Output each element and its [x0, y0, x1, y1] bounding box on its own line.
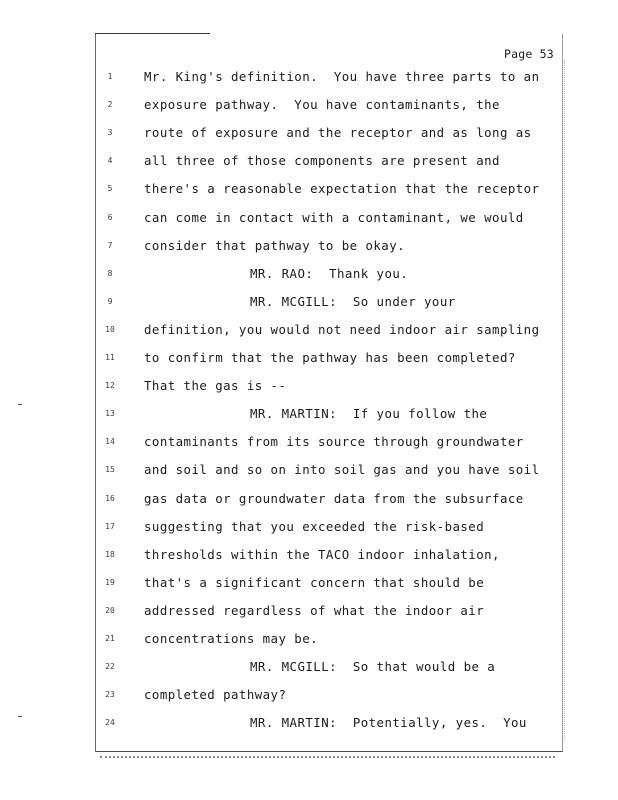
transcript-line: completed pathway? [144, 687, 287, 703]
transcript-line: suggesting that you exceeded the risk-based [144, 518, 485, 534]
line-number: 22 [105, 662, 115, 672]
transcript-line: Mr. King's definition. You have three parts to an [144, 69, 540, 84]
transcript-line: exposure pathway. You have contaminants, the [144, 97, 500, 113]
line-number: 4 [107, 156, 113, 166]
line-number: 11 [105, 353, 115, 362]
transcript-line: MR. MARTIN: Potentially, yes. You [250, 715, 527, 731]
margin-mark-2 [18, 716, 22, 717]
transcript-line: contaminants from its source through groundwater [144, 434, 524, 450]
line-number: 19 [105, 577, 115, 587]
line-number: 6 [107, 212, 113, 222]
transcript-line: That the gas is -- [144, 378, 287, 394]
line-number: 2 [107, 100, 113, 110]
transcript-line: addressed regardless of what the indoor air [144, 602, 485, 618]
line-number: 21 [105, 634, 115, 643]
line-number: 18 [105, 549, 115, 559]
line-number: 9 [107, 296, 113, 306]
transcript-line: consider that pathway to be okay. [144, 237, 406, 253]
line-number: 14 [105, 437, 115, 447]
transcript-line: all three of those components are present and [144, 153, 500, 169]
transcript-line: definition, you would not need indoor air sampling [144, 321, 540, 337]
line-number: 8 [107, 268, 113, 278]
page-number: Page 53 [504, 47, 554, 61]
transcript-line: MR. MCGILL: So under your [250, 293, 456, 309]
line-number: 24 [105, 718, 115, 728]
transcript-line: thresholds within the TACO indoor inhalation, [144, 546, 500, 562]
line-number: 17 [105, 521, 115, 531]
line-number: 16 [105, 493, 115, 503]
line-number: 12 [105, 381, 115, 391]
transcript-line: concentrations may be. [144, 631, 319, 646]
page-footer-strip [100, 756, 555, 758]
line-number: 5 [107, 184, 113, 194]
transcript-line: MR. MARTIN: If you follow the [250, 406, 488, 422]
transcript-line: gas data or groundwater data from the subsurface [144, 490, 524, 506]
line-number: 10 [105, 324, 115, 334]
line-number: 13 [105, 409, 115, 419]
transcript-line: can come in contact with a contaminant, we would [144, 209, 524, 225]
transcript-line: MR. RAO: Thank you. [250, 265, 409, 281]
transcript-line: that's a significant concern that should be [144, 574, 485, 590]
line-number: 23 [105, 690, 115, 700]
line-number: 15 [105, 465, 115, 475]
line-number: 7 [107, 240, 113, 250]
line-number: 20 [105, 605, 115, 615]
transcript-line: there's a reasonable expectation that the receptor [144, 181, 540, 197]
line-number: 1 [107, 72, 113, 81]
margin-mark-1 [18, 404, 22, 405]
transcript-line: and soil and so on into soil gas and you have soil [144, 462, 540, 478]
page-right-edge-dots [564, 60, 565, 740]
transcript-line: to confirm that the pathway has been completed? [144, 350, 516, 365]
line-number: 3 [107, 128, 113, 138]
transcript-line: route of exposure and the receptor and as long as [144, 125, 532, 141]
transcript-line: MR. MCGILL: So that would be a [250, 659, 496, 675]
